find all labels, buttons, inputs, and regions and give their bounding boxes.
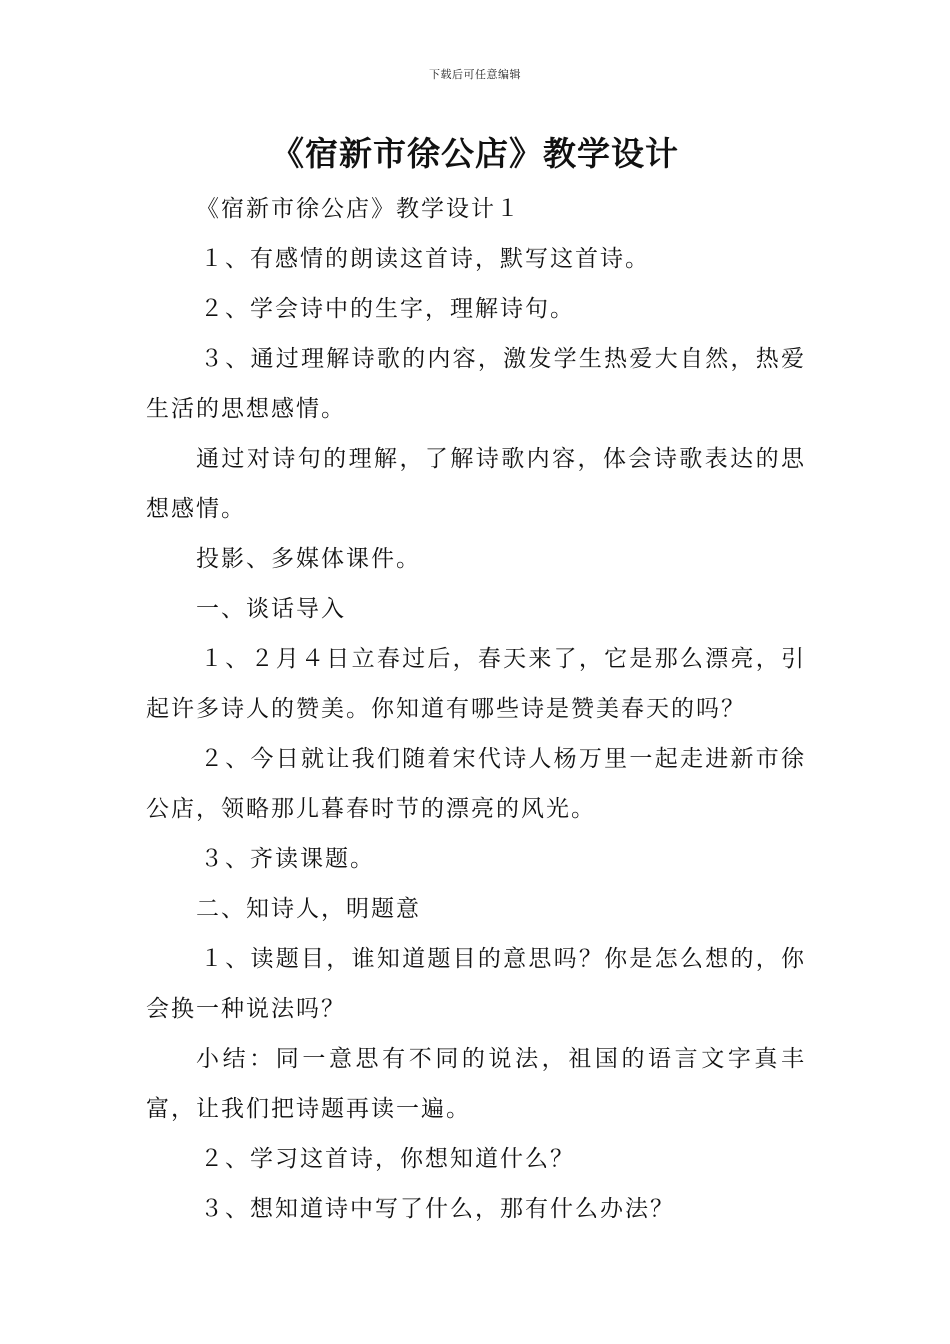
document-body — [146, 184, 806, 1234]
paragraph-intro-3: ３、齐读课题。 — [200, 846, 375, 872]
paragraph-objective-1: １、有感情的朗读这首诗，默写这首诗。 — [200, 246, 650, 272]
paragraph-poet-3: ３、想知道诗中写了什么，那有什么办法？ — [200, 1196, 675, 1222]
paragraph-materials: 投影、多媒体课件。 — [196, 546, 421, 572]
paragraph-objective-2: ２、学会诗中的生字，理解诗句。 — [200, 296, 575, 322]
paragraph-key-points: 通过对诗句的理解，了解诗歌内容，体会诗歌表达的思想感情。 — [146, 446, 806, 522]
page-header-note: 下载后可任意编辑 — [429, 68, 521, 81]
paragraph-objective-3: ３、通过理解诗歌的内容，激发学生热爱大自然，热爱生活的思想感情。 — [146, 346, 806, 422]
paragraph-poet-1: １、读题目，谁知道题目的意思吗？你是怎么想的，你会换一种说法吗？ — [146, 946, 806, 1022]
paragraph-poet-2: ２、学习这首诗，你想知道什么？ — [200, 1146, 575, 1172]
paragraph-subtitle: 《宿新市徐公店》教学设计１ — [196, 196, 521, 222]
paragraph-intro-1: １、２月４日立春过后，春天来了，它是那么漂亮，引起许多诗人的赞美。你知道有哪些诗是赞美春天的吗？ — [146, 646, 806, 722]
paragraph-intro-2: ２、今日就让我们随着宋代诗人杨万里一起走进新市徐公店，领略那儿暮春时节的漂亮的风光。 — [146, 746, 806, 822]
document-title: 《宿新市徐公店》教学设计 — [271, 134, 679, 173]
section-heading-poet: 二、知诗人，明题意 — [196, 896, 421, 922]
paragraph-summary: 小结：同一意思有不同的说法，祖国的语言文字真丰富，让我们把诗题再读一遍。 — [146, 1046, 806, 1122]
section-heading-intro: 一、谈话导入 — [196, 596, 346, 622]
